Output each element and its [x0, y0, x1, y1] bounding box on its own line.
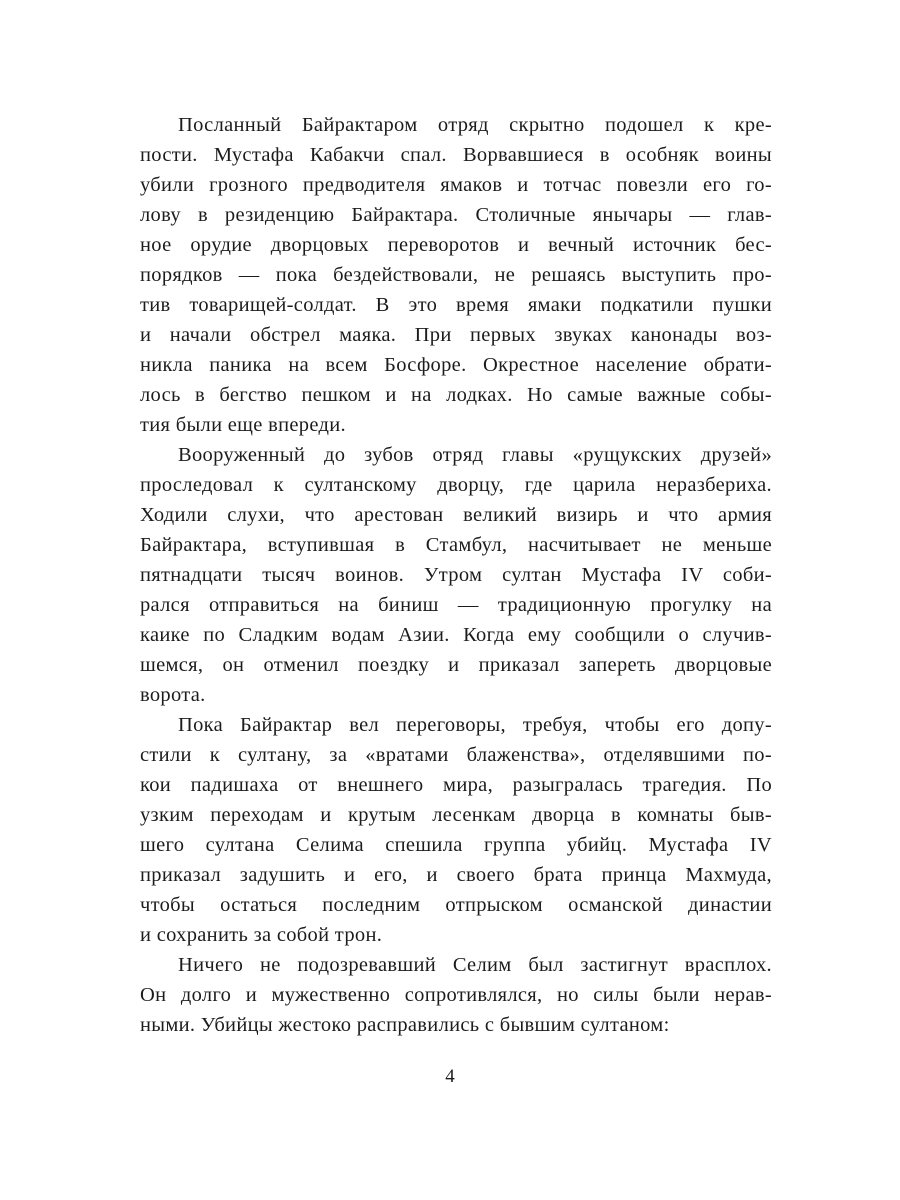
- text-line: ворота.: [140, 684, 206, 706]
- page-number: 4: [445, 1066, 455, 1087]
- text-line: приказал задушить и его, и своего брата принца Махмуда,: [140, 864, 772, 886]
- page-text: [140, 110, 772, 1040]
- text-line: порядков — пока бездействовали, не решаясь выступить про-: [140, 264, 772, 286]
- text-line: шего султана Селима спешила группа убийц. Мустафа IV: [140, 834, 772, 856]
- paragraph: [140, 950, 772, 1040]
- text-line: Ничего не подозревавший Селим был застигнут врасплох.: [178, 954, 772, 976]
- text-line: рался отправиться на биниш — традиционную прогулку на: [140, 594, 772, 616]
- text-line: лось в бегство пешком и на лодках. Но самые важные собы-: [140, 384, 772, 406]
- text-line: лову в резиденцию Байрактара. Столичные янычары — глав-: [140, 204, 772, 226]
- text-line: тив товарищей-солдат. В это время ямаки подкатили пушки: [140, 294, 772, 316]
- text-line: пости. Мустафа Кабакчи спал. Ворвавшиеся в особняк воины: [140, 144, 772, 166]
- text-line: и сохранить за собой трон.: [140, 924, 383, 946]
- text-line: стили к султану, за «вратами блаженства», отделявшими по-: [140, 744, 772, 766]
- text-line: убили грозного предводителя ямаков и тотчас повезли его го-: [140, 174, 772, 196]
- paragraph: [140, 710, 772, 950]
- text-line: Пока Байрактар вел переговоры, требуя, чтобы его допу-: [178, 714, 772, 736]
- text-line: ное орудие дворцовых переворотов и вечный источник бес-: [140, 234, 772, 256]
- paragraph: [140, 110, 772, 440]
- text-line: ными. Убийцы жестоко расправились с бывшим султаном:: [140, 1014, 670, 1036]
- text-line: проследовал к султанскому дворцу, где царила неразбериха.: [140, 474, 772, 496]
- text-line: пятнадцати тысяч воинов. Утром султан Мустафа IV соби-: [140, 564, 772, 586]
- text-line: шемся, он отменил поездку и приказал запереть дворцовые: [140, 654, 772, 676]
- text-line: узким переходам и крутым лесенкам дворца в комнаты быв-: [140, 804, 772, 826]
- text-line: никла паника на всем Босфоре. Окрестное население обрати-: [140, 354, 772, 376]
- text-line: и начали обстрел маяка. При первых звуках канонады воз-: [140, 324, 772, 346]
- text-line: Вооруженный до зубов отряд главы «рущукских друзей»: [178, 444, 772, 466]
- text-line: Посланный Байрактаром отряд скрытно подошел к кре-: [178, 114, 772, 136]
- text-line: тия были еще впереди.: [140, 414, 346, 436]
- text-line: Ходили слухи, что арестован великий визирь и что армия: [140, 504, 772, 526]
- text-line: кои падишаха от внешнего мира, разыгралась трагедия. По: [140, 774, 772, 796]
- text-line: чтобы остаться последним отпрыском османской династии: [140, 894, 772, 916]
- paragraph: [140, 440, 772, 710]
- text-line: Байрактара, вступившая в Стамбул, насчитывает не меньше: [140, 534, 772, 556]
- text-line: каике по Сладким водам Азии. Когда ему сообщили о случив-: [140, 624, 772, 646]
- text-line: Он долго и мужественно сопротивлялся, но силы были нерав-: [140, 984, 772, 1006]
